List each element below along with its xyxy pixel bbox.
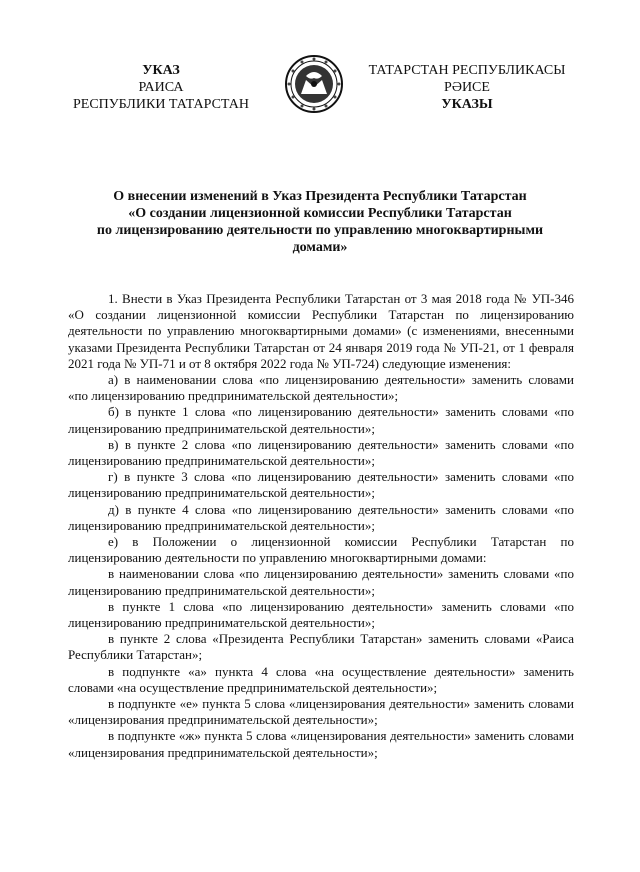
paragraph-item-b: б) в пункте 1 слова «по лицензированию деятельности» заменить словами «по лицензированию предпринимательской деятельности»; — [68, 404, 574, 436]
paragraph-sub: в подпункте «а» пункта 4 слова «на осуществление деятельности» заменить словами «на осуществление предпринимательской деятельности»; — [68, 663, 574, 695]
republic-label: РЕСПУБЛИКИ ТАТАРСТАН — [72, 97, 249, 112]
paragraph-item-a: а) в наименовании слова «по лицензированию деятельности» заменить словами «по лицензированию предпринимательской деятельности»; — [68, 372, 574, 404]
paragraph-sub: в подпункте «ж» пункта 5 слова «лицензирования деятельности» заменить словами «лицензирования предпринимательской деятельности»; — [68, 728, 574, 760]
header-right-block — [362, 62, 572, 113]
paragraph-item-v: в) в пункте 2 слова «по лицензированию деятельности» заменить словами «по лицензированию предпринимательской деятельности»; — [68, 436, 574, 469]
document-title — [60, 188, 580, 256]
title-line: О внесении изменений в Указ Президента Республики Татарстан — [113, 189, 527, 204]
paragraph-item-d: д) в пункте 4 слова «по лицензированию деятельности» заменить словами «по лицензированию предпринимательской деятельности»; — [68, 501, 574, 533]
decree-label: УКАЗ — [142, 63, 180, 78]
paragraph-1: 1. Внести в Указ Президента Республики Татарстан от 3 мая 2018 года № УП-346 «О создании лицензионной комиссии Республики Татарстан по лицензированию деятельности по управлению многоквартирными домами» (с изменениями, внесенными указами Президента Республики Татарстан от 24 января 2019 года № УП-21, от 1 февраля 2021 года № УП-71 и от 8 октября 2022 года № УП-724) следующие изменения: — [68, 291, 574, 371]
header-left-block — [56, 62, 266, 113]
document-body — [68, 291, 574, 761]
title-line: по лицензированию деятельности по управлению многоквартирными — [96, 223, 544, 238]
paragraph-item-e: е) в Положении о лицензионной комиссии Республики Татарстан по лицензированию деятельности по управлению многоквартирными домами: — [68, 534, 574, 566]
paragraph-sub: в подпункте «е» пункта 5 слова «лицензирования деятельности» заменить словами «лицензирования предпринимательской деятельности»; — [68, 696, 574, 728]
decree-label-tatar: УКАЗЫ — [441, 97, 493, 112]
paragraph-sub: в наименовании слова «по лицензированию деятельности» заменить словами «по лицензированию предпринимательской деятельности»; — [68, 566, 574, 598]
paragraph-sub: в пункте 2 слова «Президента Республики Татарстан» заменить словами «Раиса Республики Татарстан»; — [68, 631, 574, 663]
title-line: домами» — [292, 240, 348, 255]
head-label-tatar: РӘИСЕ — [444, 80, 490, 95]
paragraph-item-g: г) в пункте 3 слова «по лицензированию деятельности» заменить словами «по лицензированию предпринимательской деятельности»; — [68, 469, 574, 501]
head-label: РАИСА — [138, 80, 184, 95]
tatarstan-coat-of-arms-icon — [284, 54, 344, 114]
title-line: «О создании лицензионной комиссии Республики Татарстан — [128, 206, 512, 221]
paragraph-sub: в пункте 1 слова «по лицензированию деятельности» заменить словами «по лицензированию предпринимательской деятельности»; — [68, 598, 574, 631]
republic-label-tatar: ТАТАРСТАН РЕСПУБЛИКАСЫ — [368, 63, 566, 78]
